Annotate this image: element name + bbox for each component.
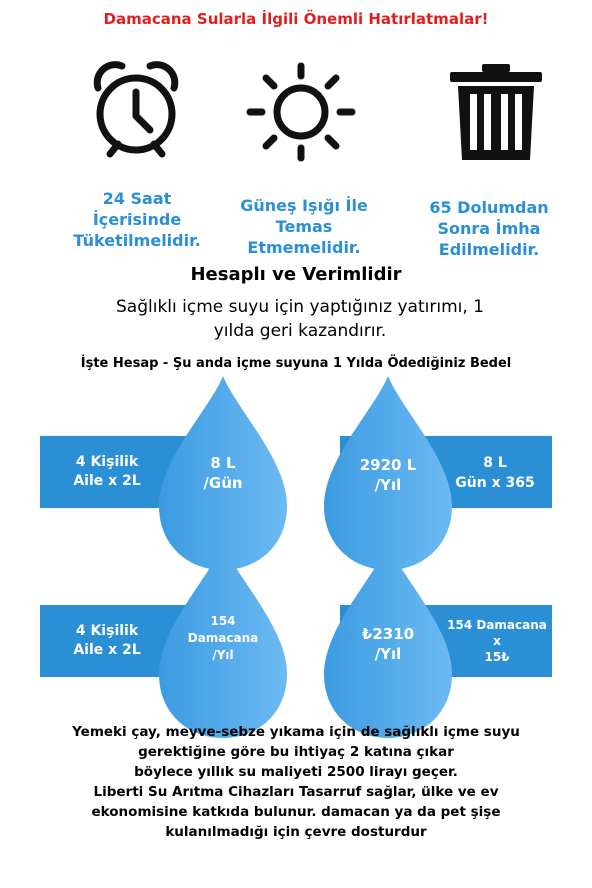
page-title: Damacana Sularla İlgili Önemli Hatırlatmalar!: [103, 10, 489, 28]
reminder-note-2: Güneş Işığı İle Temas Etmemelidir.: [240, 196, 368, 257]
card-2-drop-text: 2920 L /Yıl: [359, 456, 417, 494]
card-1-left-text: 4 Kişilik Aile x 2L: [73, 454, 141, 489]
section-headline: Hesaplı ve Verimlidir: [190, 264, 402, 285]
card-4-drop-text: ₺2310 /Yıl: [361, 625, 415, 663]
card-3-drop-text: 154 Damacana /Yıl: [187, 614, 259, 662]
card-2-right-text: 8 L Gün x 365: [455, 455, 535, 491]
card-3-left-text: 4 Kişilik Aile x 2L: [73, 623, 141, 658]
card-4-right-text: 154 Damacana x 15₺: [447, 618, 547, 664]
section-subline: Sağlıklı içme suyu için yaptığınız yatırımı, 1 yılda geri kazandırır.: [116, 297, 484, 341]
reminder-note-1: 24 Saat İçerisinde Tüketilmelidir.: [73, 189, 201, 250]
calculation-title: İşte Hesap - Şu anda içme suyuna 1 Yılda Ödediğiniz Bedel: [80, 356, 512, 371]
footer-text: Yemeki çay, meyve-sebze yıkama için de sağlıklı içme suyu gerektiğine göre bu ihtiyaç 2 katına çıkar böylece yıllık su maliyeti 2500 lirayı geçer. Liberti Su Arıtma Cihazları Tasarruf sağlar, ülke ve ev ekonomisine katkıda bulunur. damacan ya da pet şişe kulanılmadığı için çevre dosturdur: [72, 724, 520, 840]
reminder-note-3: 65 Dolumdan Sonra İmha Edilmelidir.: [429, 198, 549, 259]
card-1-drop-text: 8 L /Gün: [203, 454, 243, 492]
